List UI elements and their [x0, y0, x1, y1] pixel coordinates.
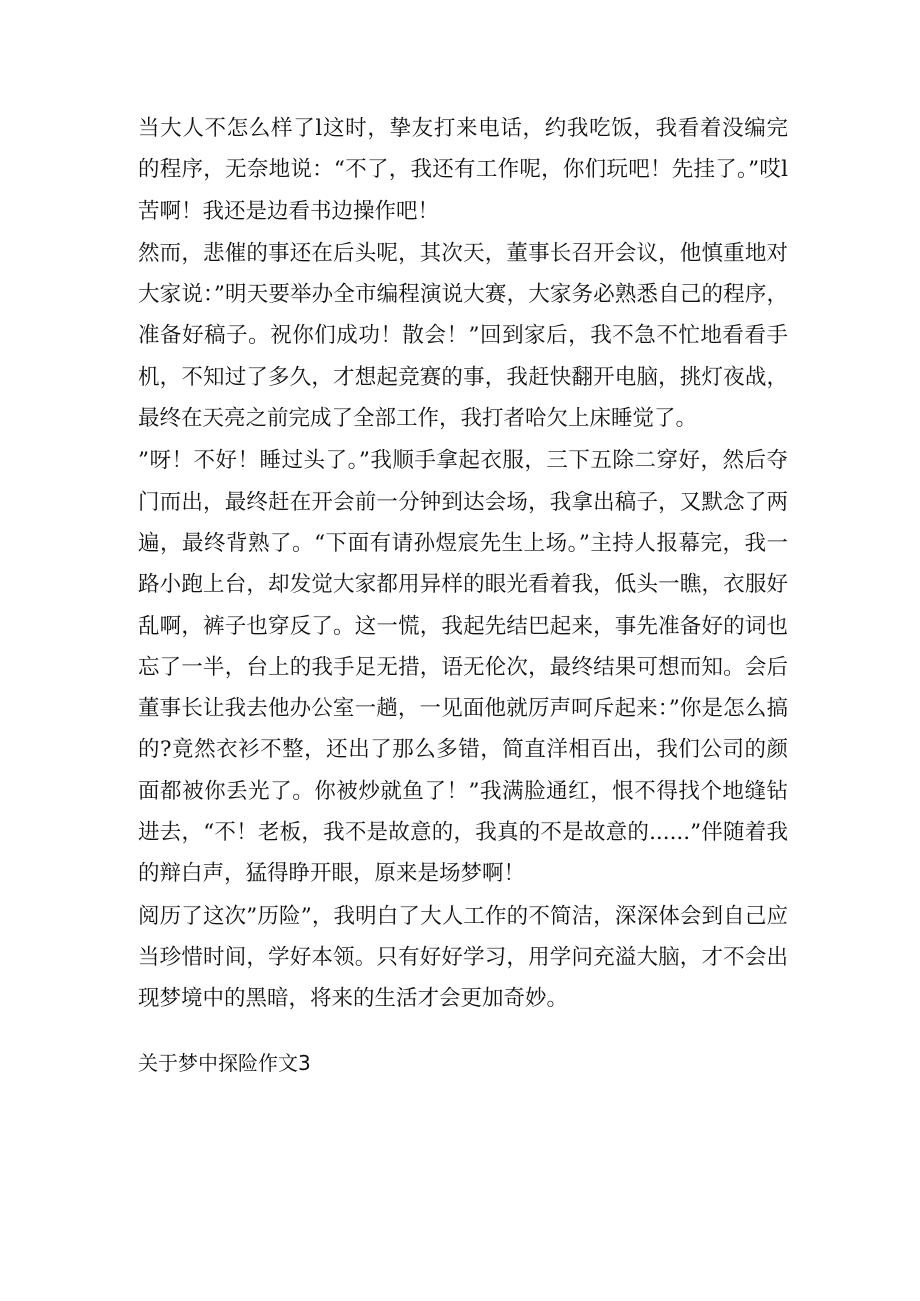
paragraph-4: 阅历了这次”历险”，我明白了大人工作的不简洁，深深体会到自己应当珍惜时间，学好本领。只有好好学习，用学问充溢大脑，才不会出现梦境中的黑暗，将来的生活才会更加奇妙。: [138, 903, 788, 1012]
section-heading: 关于梦中探险作文3: [138, 1050, 311, 1075]
paragraph-2: 然而，悲催的事还在后头呢，其次天，董事长召开会议，他慎重地对大家说：”明天要举办全市编程演说大赛，大家务必熟悉自己的程序，准备好稿子。祝你们成功！散会！”回到家后，我不急不忙地看看手机，不知过了多久，才想起竞赛的事，我赶快翻开电脑，挑灯夜战，最终在天亮之前完成了全部工作，我打者哈欠上床睡觉了。: [138, 240, 788, 432]
document-body: [138, 108, 788, 1078]
paragraph-3: ”呀！不好！睡过头了。”我顺手拿起衣服，三下五除二穿好，然后夺门而出，最终赶在开会前一分钟到达会场，我拿出稿子，又默念了两遍，最终背熟了。“下面有请孙煜宸先生上场。”主持人报幕完，我一路小跑上台，却发觉大家都用异样的眼光看着我，低头一瞧，衣服好乱啊，裤子也穿反了。这一慌，我起先结巴起来，事先准备好的词也忘了一半，台上的我手足无措，语无伦次，最终结果可想而知。会后董事长让我去他办公室一趟，一见面他就厉声呵斥起来：”你是怎么搞的?竟然衣衫不整，还出了那么多错，简直洋相百出，我们公司的颜面都被你丢光了。你被炒就鱼了！”我满脸通红，恨不得找个地缝钻进去，“不！老板，我不是故意的，我真的不是故意的......”伴随着我的辩白声，猛得睁开眼，原来是场梦啊！: [138, 448, 788, 887]
paragraph-1: 当大人不怎么样了l这时，挚友打来电话，约我吃饭，我看着没编完的程序，无奈地说：“不了，我还有工作呢，你们玩吧！先挂了。”哎l苦啊！我还是边看书边操作吧！: [138, 116, 788, 224]
